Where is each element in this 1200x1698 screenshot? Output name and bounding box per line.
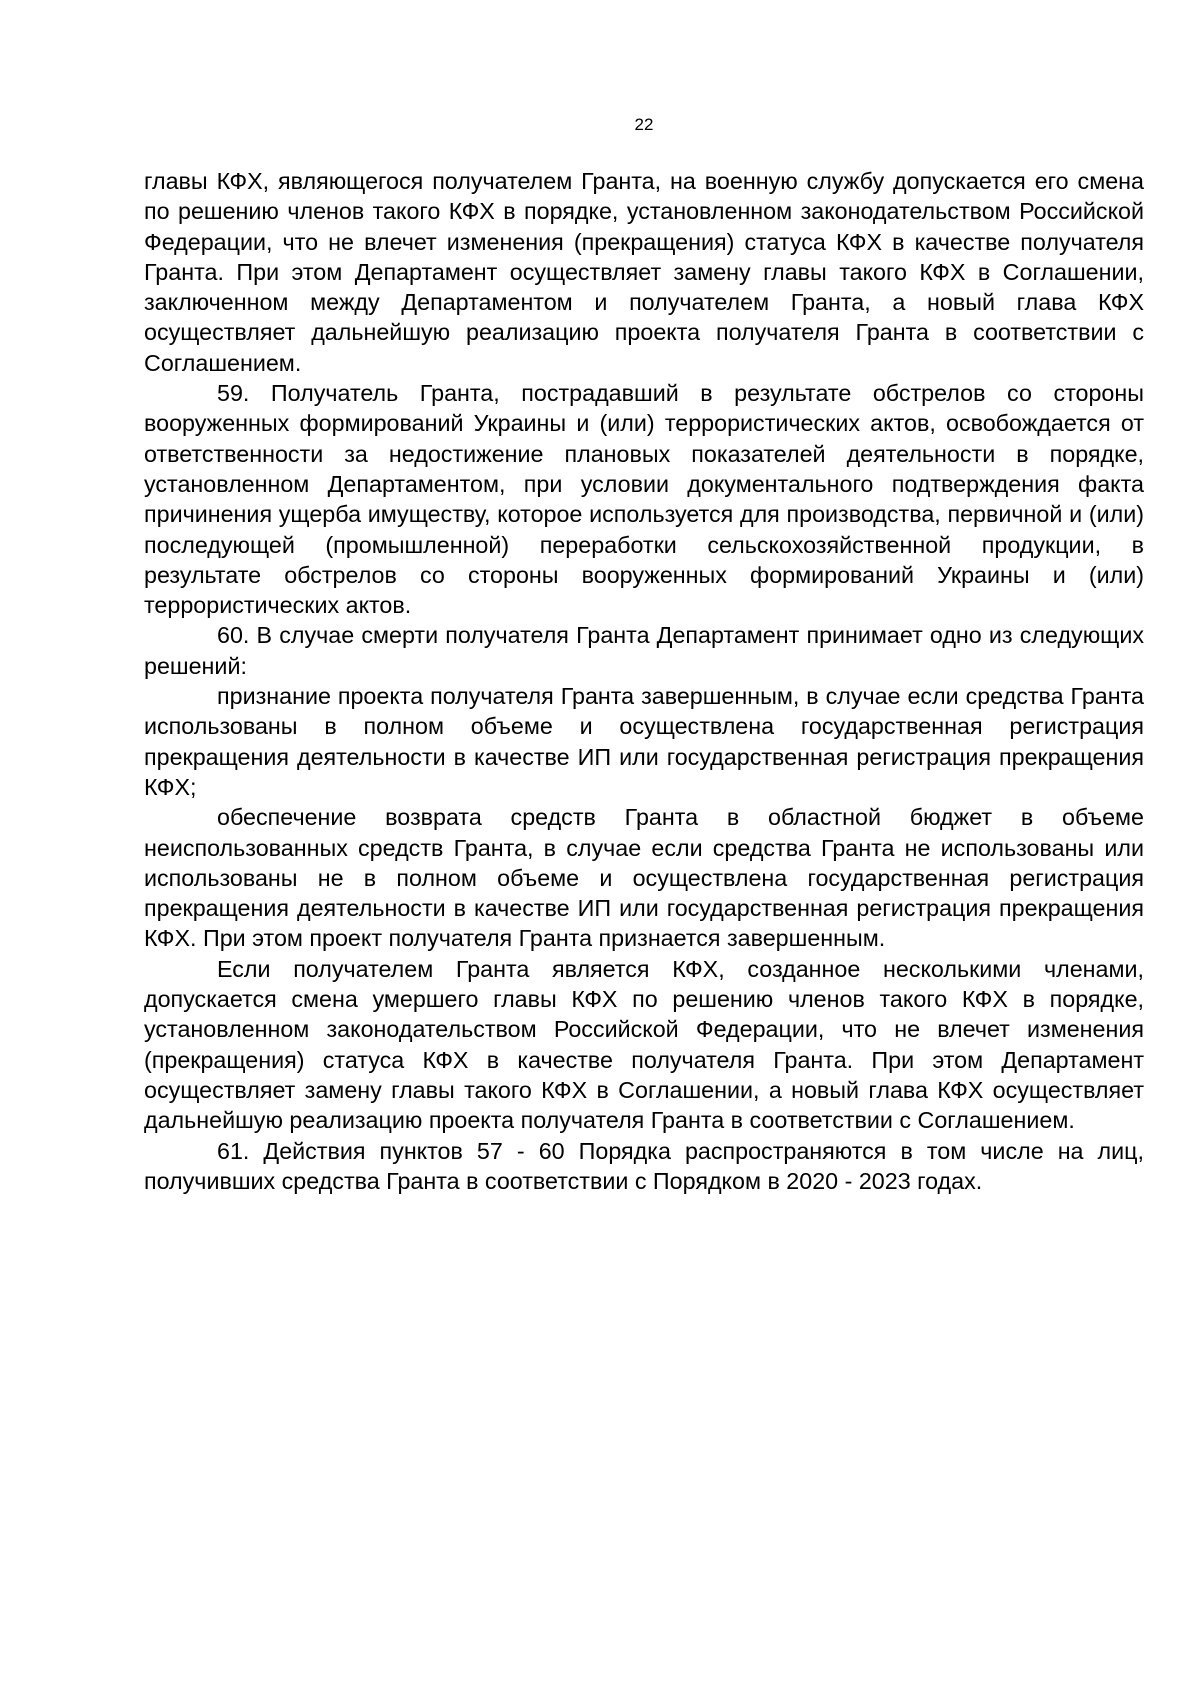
document-body — [144, 166, 1144, 1196]
paragraph-60-head-replacement: Если получателем Гранта является КФХ, созданное несколькими членами, допускается смена умершего главы КФХ по решению членов такого КФХ в порядке, установленном законодательством Российской Федерации, что не влечет изменения (прекращения) статуса КФХ в качестве получателя Гранта. При этом Департамент осуществляет замену главы такого КФХ в Соглашении, а новый глава КФХ осуществляет дальнейшую реализацию проекта получателя Гранта в соответствии с Соглашением. — [144, 955, 1144, 1134]
paragraph-continuation: главы КФХ, являющегося получателем Гранта, на военную службу допускается его смена по решению членов такого КФХ в порядке, установленном законодательством Российской Федерации, что не влечет изменения (прекращения) статуса КФХ в качестве получателя Гранта. При этом Департамент осуществляет замену главы такого КФХ в Соглашении, заключенном между Департаментом и получателем Гранта, а новый глава КФХ осуществляет дальнейшую реализацию проекта получателя Гранта в соответствии с Соглашением. — [144, 168, 1144, 376]
page-number: 22 — [634, 115, 654, 134]
paragraph-61: 61. Действия пунктов 57 - 60 Порядка распространяются в том числе на лиц, получивших средства Гранта в соответствии с Порядком в 2020 - 2023 годах. — [144, 1137, 1144, 1194]
paragraph-60-option-refund: обеспечение возврата средств Гранта в областной бюджет в объеме неиспользованных средств Гранта, в случае если средства Гранта не использованы или использованы не в полном объеме и осуществлена государственная регистрация прекращения деятельности в качестве ИП или государственная регистрация прекращения КФХ. При этом проект получателя Гранта признается завершенным. — [144, 804, 1144, 952]
paragraph-59: 59. Получатель Гранта, пострадавший в результате обстрелов со стороны вооруженных формирований Украины и (или) террористических актов, освобождается от ответственности за недостижение плановых показателей деятельности в порядке, установленном Департаментом, при условии документального подтверждения факта причинения ущерба имуществу, которое используется для производства, первичной и (или) последующей (промышленной) переработки сельскохозяйственной продукции, в результате обстрелов со стороны вооруженных формирований Украины и (или) террористических актов. — [144, 380, 1144, 619]
paragraph-60-option-completed: признание проекта получателя Гранта завершенным, в случае если средства Гранта использованы в полном объеме и осуществлена государственная регистрация прекращения деятельности в качестве ИП или государственная регистрация прекращения КФХ; — [144, 683, 1144, 800]
paragraph-60: 60. В случае смерти получателя Гранта Департамент принимает одно из следующих решений: — [144, 622, 1144, 679]
